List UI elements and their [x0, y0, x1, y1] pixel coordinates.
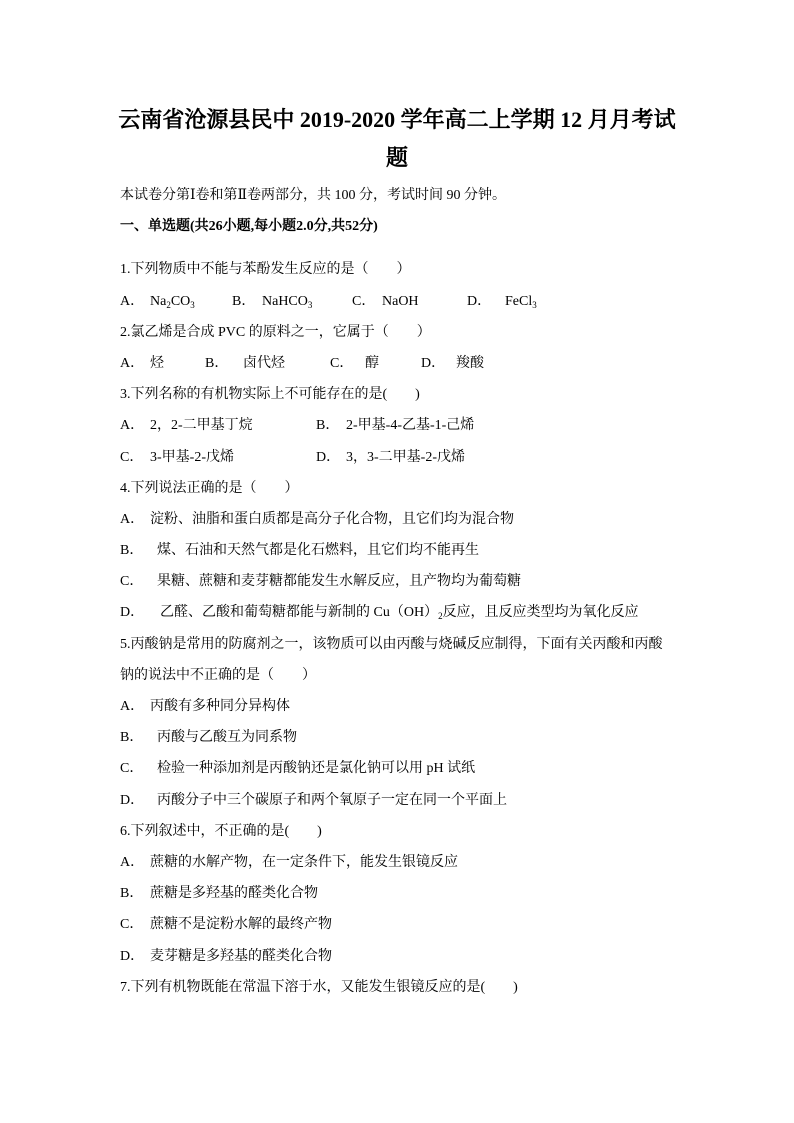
option-text [505, 294, 537, 309]
option-label: C． [120, 761, 144, 777]
option-text: 果糖、蔗糖和麦芽糖都能发生水解反应，且产物均为葡萄糖 [157, 574, 521, 590]
q1-option-d [467, 286, 537, 317]
option-text: 烃 [150, 355, 164, 371]
q4-option-c [120, 566, 676, 597]
option-label: D． [120, 792, 145, 808]
option-label: A． [120, 511, 145, 527]
option-text: 丙酸有多种同分异构体 [150, 699, 290, 715]
option-label: C． [120, 574, 144, 590]
option-label: D． [120, 605, 145, 621]
option-label: D． [421, 355, 446, 371]
option-text: 丙酸与乙酸互为同系物 [157, 730, 297, 746]
question-6-stem: 6.下列叙述中，不正确的是( ) [120, 823, 322, 839]
option-label: A． [120, 355, 145, 371]
question-1-stem: 1.下列物质中不能与苯酚发生反应的是（ ） [120, 262, 411, 278]
option-text: 醇 [365, 355, 379, 371]
option-text: 丙酸分子中三个碳原子和两个氧原子一定在同一个平面上 [157, 792, 507, 808]
q3-option-b [316, 410, 474, 441]
q6-option-a [120, 847, 676, 878]
q5-option-a [120, 691, 676, 722]
exam-title-line-2: 题 [385, 145, 408, 170]
q1-option-b [232, 286, 312, 317]
exam-title [0, 101, 794, 177]
option-label: C． [120, 917, 144, 933]
q2-option-a [120, 348, 164, 379]
option-text: 麦芽糖是多羟基的醛类化合物 [150, 948, 332, 964]
question-5-stem: 5.丙酸钠是常用的防腐剂之一，该物质可以由丙酸与烧碱反应制得，下面有关丙酸和丙酸钠的说法中不正确的是（ ） [120, 636, 663, 683]
formula-subscript: 2 [166, 299, 171, 310]
option-label: D． [467, 293, 492, 309]
q6-option-b [120, 878, 676, 909]
q4-option-b [120, 535, 676, 566]
option-text: 检验一种添加剂是丙酸钠还是氯化钠可以用 pH 试纸 [157, 761, 476, 777]
formula-part: CO [170, 293, 191, 309]
option-label: C． [352, 293, 376, 309]
option-label: B． [205, 355, 229, 371]
formula-part: 乙醛、乙酸和葡萄糖都能与新制的 Cu（OH） [160, 605, 439, 621]
question-1-options [120, 286, 676, 317]
q5-option-b [120, 722, 676, 753]
option-label: D． [316, 449, 341, 465]
option-label: C． [120, 449, 144, 465]
formula-subscript: 2 [438, 611, 443, 622]
q5-option-d [120, 785, 676, 816]
formula-part: Na [150, 293, 167, 309]
option-text [382, 294, 419, 309]
q6-option-d [120, 941, 676, 972]
section-heading: 一、单选题(共26小题,每小题2.0分,共52分) [120, 219, 378, 235]
exam-title-line-1: 云南省沧源县民中 2019-2020 学年高二上学期 12 月月考试 [118, 107, 676, 132]
option-text: 卤代烃 [243, 355, 285, 371]
exam-body [120, 180, 676, 1003]
q2-option-d [421, 348, 484, 379]
question-3-stem: 3.下列名称的有机物实际上不可能存在的是( ) [120, 387, 420, 403]
option-text [160, 605, 639, 620]
option-text [150, 294, 195, 309]
formula-part: NaOH [382, 293, 419, 309]
q3-option-a [120, 410, 253, 441]
q5-option-c [120, 753, 676, 784]
option-label: A． [120, 418, 145, 434]
option-label: A． [120, 699, 145, 715]
option-text: 煤、石油和天然气都是化石燃料，且它们均不能再生 [157, 543, 479, 559]
option-text [262, 294, 312, 309]
q2-option-b [205, 348, 285, 379]
q1-option-a [120, 286, 195, 317]
question-2-stem: 2.氯乙烯是合成 PVC 的原料之一，它属于（ ） [120, 324, 431, 340]
question-3-options-cd [120, 442, 676, 473]
option-label: D． [120, 948, 145, 964]
option-text: 淀粉、油脂和蛋白质都是高分子化合物，且它们均为混合物 [150, 511, 514, 527]
option-label: A． [120, 854, 145, 870]
question-2-options [120, 348, 676, 379]
q4-option-a [120, 504, 676, 535]
option-label: B． [120, 543, 144, 559]
option-label: B． [120, 730, 144, 746]
q1-option-c [352, 286, 419, 317]
option-label: C． [330, 355, 354, 371]
option-label: B． [120, 886, 144, 902]
option-text: 蔗糖不是淀粉水解的最终产物 [150, 917, 332, 933]
formula-subscript: 3 [532, 299, 537, 310]
option-text: 3-甲基-2-戊烯 [150, 449, 234, 465]
question-3-options-ab [120, 410, 676, 441]
q3-option-c [120, 442, 234, 473]
formula-subscript: 3 [190, 299, 195, 310]
option-label: B． [232, 293, 256, 309]
option-text: 蔗糖的水解产物，在一定条件下，能发生银镜反应 [150, 854, 458, 870]
option-label: B． [316, 418, 340, 434]
formula-part: NaHCO [262, 293, 308, 309]
q2-option-c [330, 348, 379, 379]
option-text: 2-甲基-4-乙基-1-己烯 [346, 418, 475, 434]
formula-part: 反应，且反应类型均为氧化反应 [442, 605, 639, 621]
q4-option-d [120, 597, 676, 628]
formula-part: FeCl [505, 293, 533, 309]
option-text: 羧酸 [456, 355, 484, 371]
option-text: 3，3-二甲基-2-戊烯 [346, 449, 465, 465]
option-label: A． [120, 293, 145, 309]
q3-option-d [316, 442, 465, 473]
question-7-stem: 7.下列有机物既能在常温下溶于水，又能发生银镜反应的是( ) [120, 979, 518, 995]
option-text: 2，2-二甲基丁烷 [150, 418, 253, 434]
question-4-stem: 4.下列说法正确的是（ ） [120, 480, 299, 496]
option-text: 蔗糖是多羟基的醛类化合物 [150, 886, 318, 902]
formula-subscript: 3 [307, 299, 313, 310]
exam-intro: 本试卷分第Ⅰ卷和第Ⅱ卷两部分，共 100 分，考试时间 90 分钟。 [120, 188, 507, 203]
q6-option-c [120, 909, 676, 940]
